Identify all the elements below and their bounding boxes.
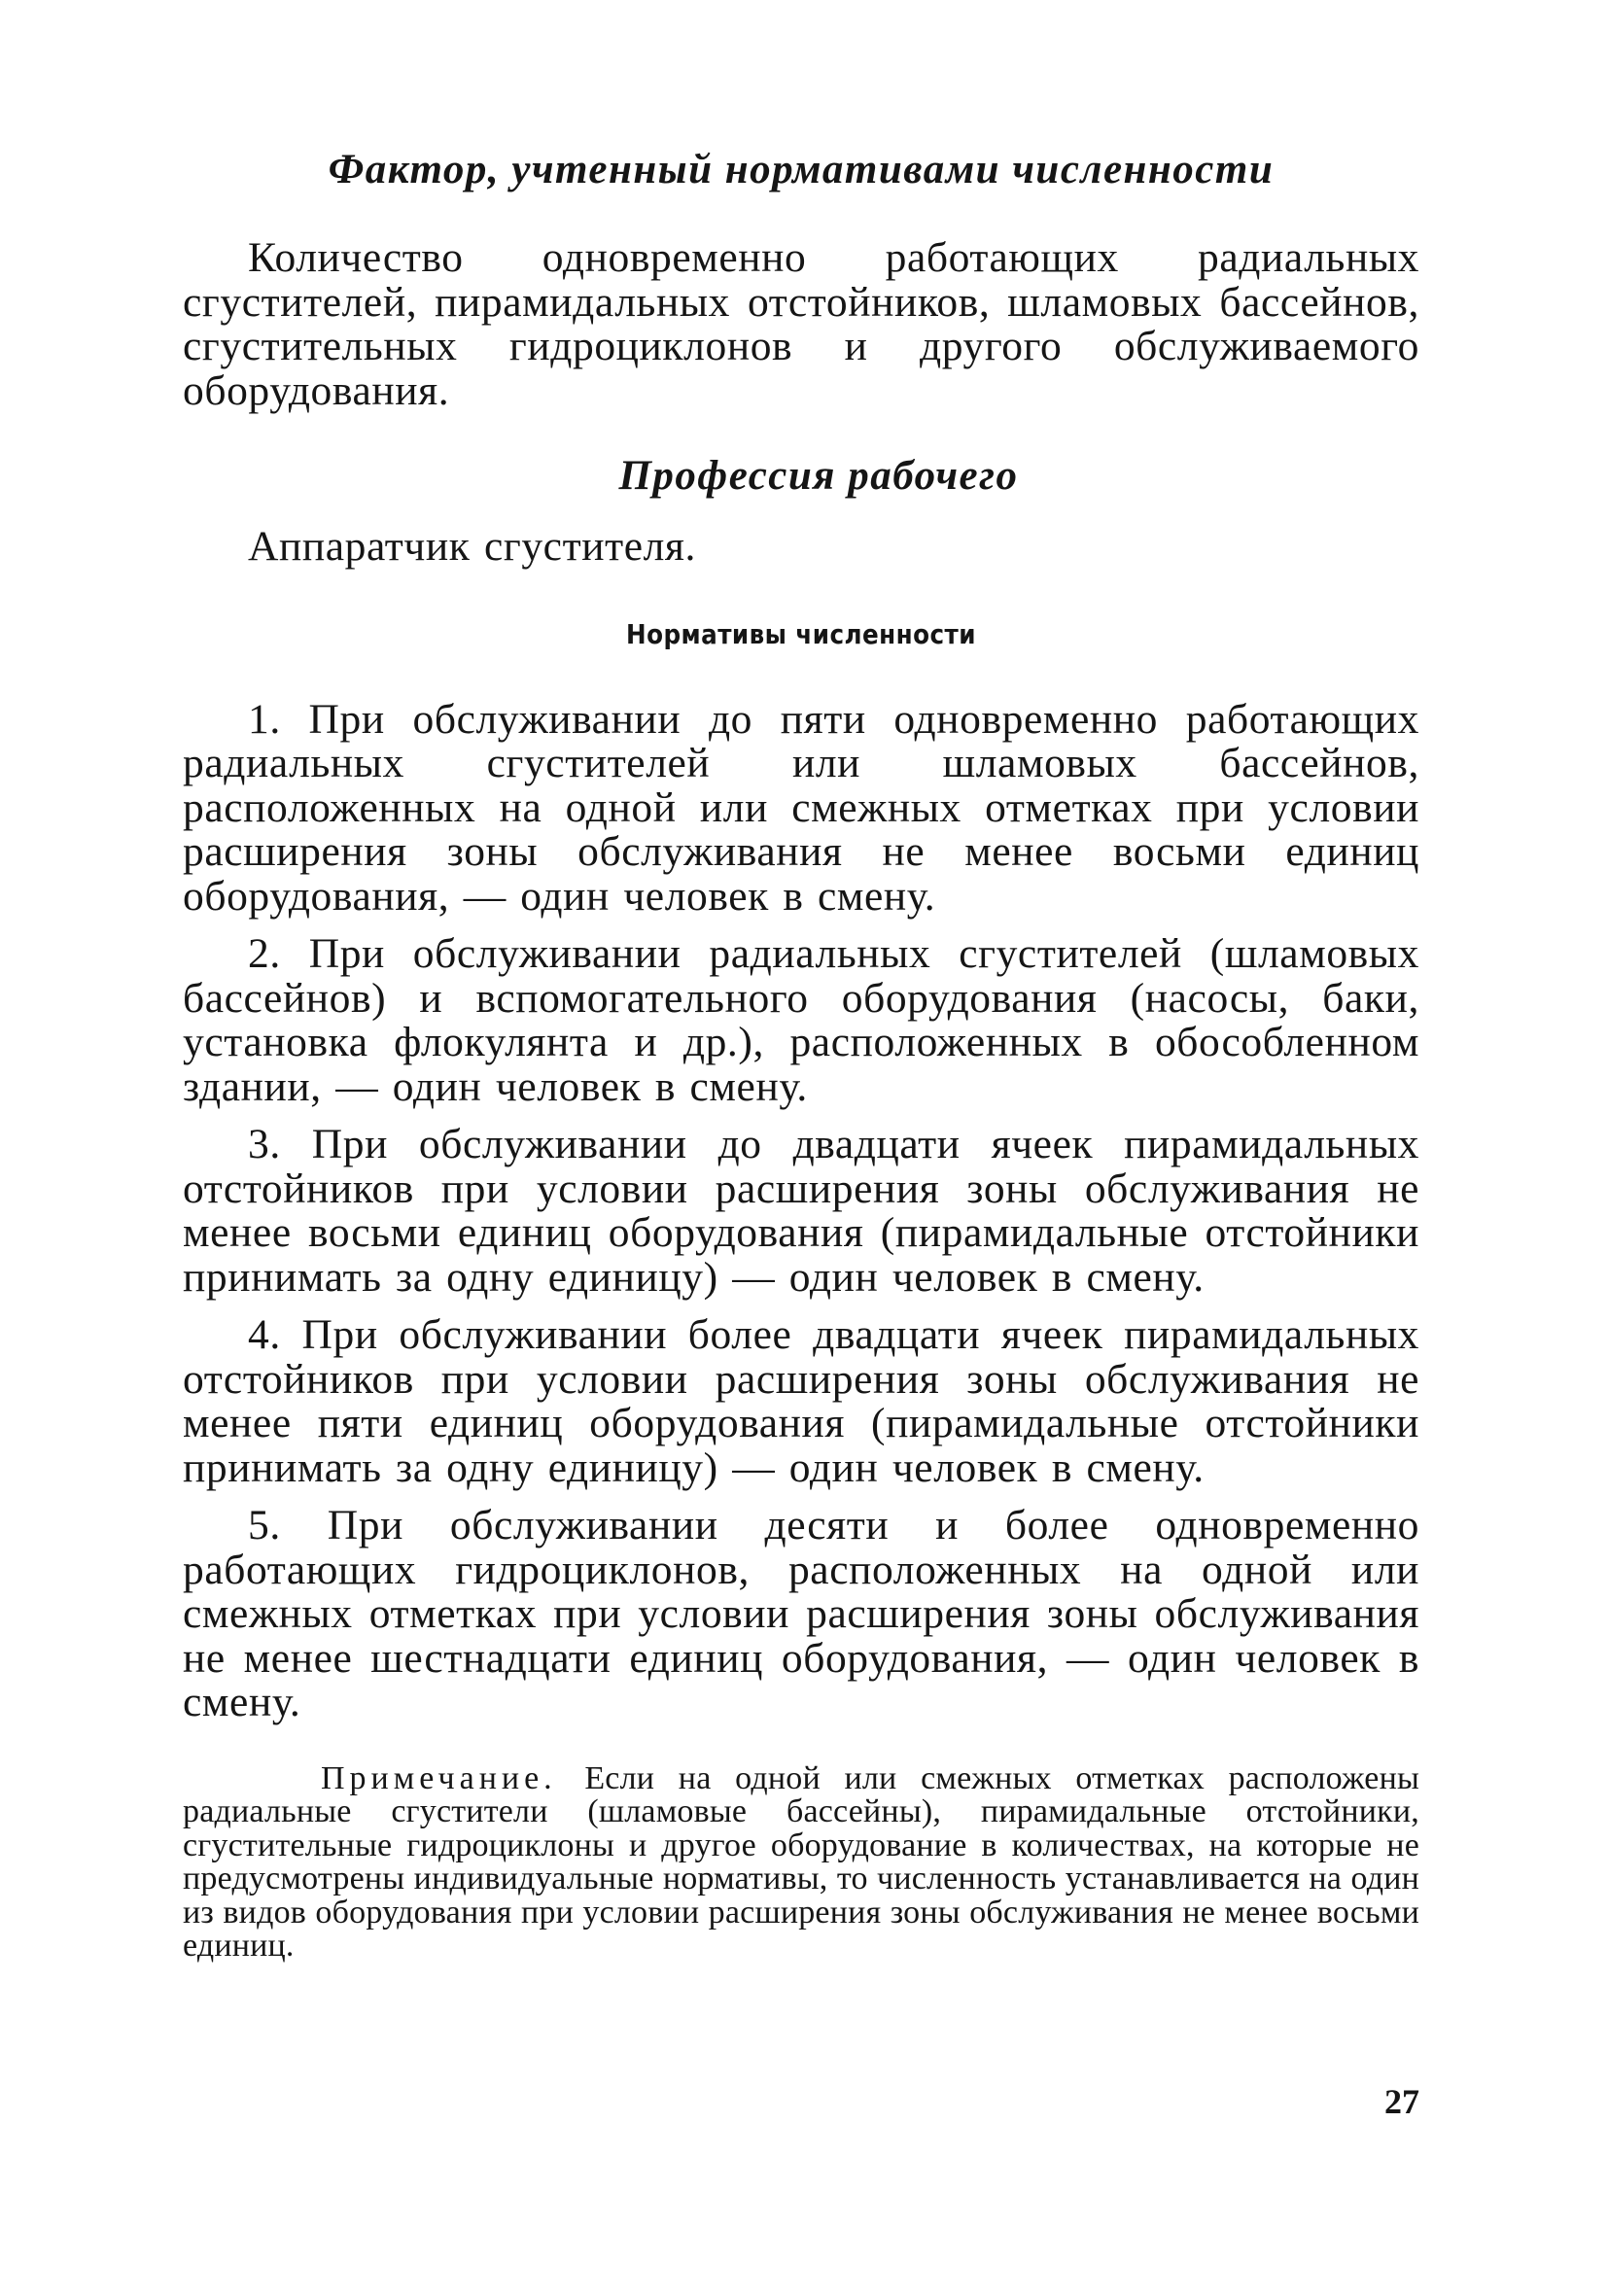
note-label: Примечание.	[321, 1759, 557, 1796]
note-paragraph	[183, 1759, 1420, 1965]
norms-list	[183, 695, 1419, 1725]
norm-item-3: 3. При обслуживании до двадцати ячеек пирамидальных отстойников при условии расширения зоны обслуживания не менее восьми единиц оборудования (пирамидальные отстойники принимать за одну единицу) — один человек в смену.	[183, 1121, 1419, 1301]
document-page	[183, 146, 1419, 1964]
profession-heading: Профессия рабочего	[618, 453, 1019, 499]
norms-heading: Нормативы численности	[626, 617, 976, 650]
note-text: Если на одной или смежных отметках расположены радиальные сгустители (шламовые бассейны), пирамидальные отстойники, сгустительные гидроциклоны и другое оборудование в количествах, на которые не предусмотрены индивидуальные нормативы, то численность устанавливается на один из видов оборудования при условии расширения зоны обслуживания не менее восьми единиц.	[183, 1759, 1420, 1965]
norm-item-2: 2. При обслуживании радиальных сгустителей (шламовых бассейнов) и вспомогательного оборудования (насосы, баки, установка флокулянта и др.), расположенных в обособленном здании, — один человек в смену.	[183, 930, 1419, 1110]
norm-item-5: 5. При обслуживании десяти и более одновременно работающих гидроциклонов, расположенных на одной или смежных отметках при условии расширения зоны обслуживания не менее шестнадцати единиц оборудования, — один человек в смену.	[183, 1502, 1419, 1725]
factor-heading: Фактор, учтенный нормативами численности	[328, 147, 1275, 192]
profession-paragraph: Аппаратчик сгустителя.	[248, 523, 696, 570]
norm-item-4: 4. При обслуживании более двадцати ячеек пирамидальных отстойников при условии расширения зоны обслуживания не менее пяти единиц оборудования (пирамидальные отстойники принимать за одну единицу) — один человек в смену.	[183, 1311, 1419, 1491]
page-number: 27	[1384, 2082, 1419, 2121]
factor-paragraph: Количество одновременно работающих радиальных сгустителей, пирамидальных отстойников, шламовых бассейнов, сгустительных гидроциклонов и другого обслуживаемого оборудования.	[183, 234, 1419, 414]
norm-item-1: 1. При обслуживании до пяти одновременно работающих радиальных сгустителей или шламовых бассейнов, расположенных на одной или смежных отметках при условии расширения зоны обслуживания не менее восьми единиц оборудования, — один человек в смену.	[183, 695, 1419, 920]
